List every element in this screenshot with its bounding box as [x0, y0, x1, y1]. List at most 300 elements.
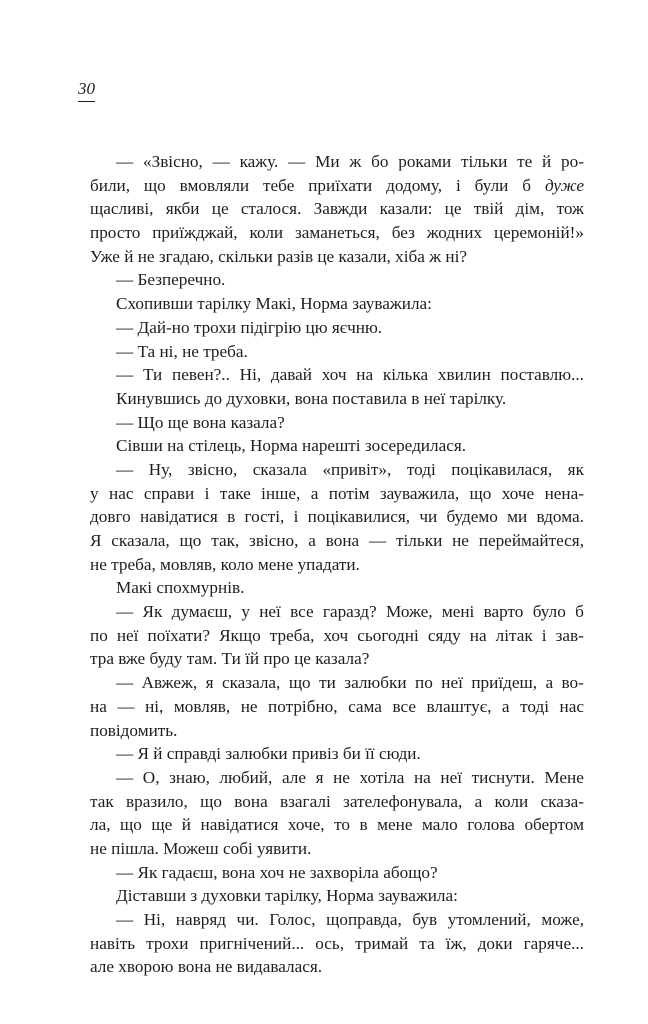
word: потрібно, [268, 696, 338, 716]
word: упадати. [297, 554, 360, 574]
word: спохмурнів. [156, 578, 245, 598]
word: вона [177, 957, 212, 977]
word: Дай-но [137, 317, 190, 337]
word: підігрію [240, 317, 302, 337]
word: що [288, 673, 311, 693]
word: думаєш, [171, 602, 233, 622]
word: до [204, 388, 223, 408]
text-line [90, 268, 584, 292]
word: хворою [118, 957, 174, 977]
word: били, [90, 175, 131, 195]
word: сьогодні [357, 625, 419, 645]
word: Норма [300, 294, 348, 314]
word: на [356, 365, 374, 385]
word: захворіла [309, 862, 379, 882]
word: коло [220, 554, 254, 574]
text-line [90, 742, 584, 766]
word: приїхати [308, 175, 373, 195]
word: так, [211, 531, 240, 550]
word: просто [90, 223, 141, 243]
word: хіба [395, 246, 425, 266]
word: хоче, [287, 815, 325, 835]
word: доки [477, 933, 513, 953]
word: залюбки [225, 744, 288, 764]
word: Мене [544, 767, 584, 787]
text-line [90, 458, 584, 482]
text-line [90, 316, 584, 340]
word: по [415, 673, 433, 693]
word: Норма [249, 436, 298, 456]
word: бо [371, 152, 389, 171]
word: — [116, 767, 134, 787]
word: їй [245, 649, 260, 669]
word: абощо? [383, 862, 438, 882]
word: нас [109, 483, 134, 503]
word: Ти [221, 649, 241, 669]
word: трохи [146, 933, 189, 953]
word: зауважила, [379, 483, 460, 503]
word: казали, [338, 246, 391, 266]
body-text [90, 150, 584, 979]
word: сказала, [111, 531, 170, 550]
word: сюди. [378, 744, 421, 764]
word: казали: [379, 199, 433, 219]
word: звісно, [187, 459, 238, 479]
word: яєчню. [331, 317, 383, 337]
word: що [179, 531, 202, 550]
word: сказала [252, 459, 307, 479]
word: поставлю... [500, 365, 584, 385]
word: тебе [263, 175, 295, 195]
word: згадаю, [158, 246, 214, 266]
word: це [444, 199, 462, 219]
word: по [90, 625, 108, 645]
word: і [541, 625, 547, 645]
word: сказала, [221, 673, 281, 693]
word: Голос, [269, 910, 316, 929]
word: тиснути. [471, 767, 535, 787]
word: видавалася. [236, 957, 323, 977]
word: може, [541, 910, 584, 929]
word: — [116, 602, 134, 622]
word: про [263, 649, 290, 669]
word: не [215, 957, 233, 977]
word: мене [377, 815, 413, 835]
word: чи [419, 507, 438, 527]
text-line [90, 529, 584, 553]
word: ро- [561, 152, 584, 171]
word: давай [270, 365, 312, 385]
word: гості, [244, 507, 285, 527]
word: Уже [90, 246, 120, 266]
word: у [90, 483, 99, 503]
word: влаштує, [426, 696, 492, 716]
word: — [116, 317, 134, 337]
word: буду [149, 649, 183, 669]
word: Кинувшись [116, 388, 201, 408]
word: я [205, 673, 214, 693]
word: поцікавилися, [307, 507, 411, 527]
word: твій [473, 199, 504, 219]
word: роками [398, 152, 452, 171]
word: Якщо [219, 625, 261, 645]
word: пішла. [111, 838, 159, 858]
word: треба, [111, 554, 156, 574]
word: Завжди [313, 199, 368, 219]
word: коли [249, 223, 284, 243]
word: заманеться, [295, 223, 380, 243]
word: навідатися [200, 815, 279, 835]
word: все [392, 696, 416, 716]
text-line [90, 363, 584, 387]
word: дім, [515, 199, 545, 219]
word: коли [494, 791, 529, 811]
word: все [290, 602, 314, 622]
word: треба. [203, 341, 248, 361]
word: справді [166, 744, 222, 764]
word: стілець, [188, 436, 246, 456]
word: навідатися [139, 507, 218, 527]
word: що [120, 815, 142, 835]
text-line [90, 387, 584, 411]
word: не [137, 246, 155, 266]
word: тарілку [197, 294, 252, 314]
word: Ні, [239, 365, 262, 385]
word: хотіла [359, 767, 405, 787]
word: інше, [261, 483, 301, 503]
word: у [241, 602, 250, 622]
word: таке [219, 483, 251, 503]
word: Ти [142, 365, 163, 385]
word: скільки [218, 246, 273, 266]
word: вмовляли [179, 175, 250, 195]
text-line [90, 553, 584, 577]
word: як [567, 459, 584, 479]
text-line [90, 221, 584, 245]
word: а [474, 791, 483, 811]
word: б [575, 602, 584, 622]
word: й [542, 152, 552, 171]
word: довго [90, 507, 131, 527]
word: кілька [382, 365, 429, 385]
word: було [532, 602, 566, 622]
word: — [116, 910, 134, 929]
word: якби [165, 199, 200, 219]
text-line [90, 434, 584, 458]
word: неї [441, 673, 463, 693]
text-line [90, 813, 584, 837]
word: — [117, 696, 135, 716]
word: Безперечно. [137, 270, 226, 290]
word: б [522, 175, 532, 195]
word: треба, [269, 625, 315, 645]
text-line [90, 884, 584, 908]
word: повідомить. [90, 720, 178, 740]
word: ні, [145, 696, 164, 716]
word: мало [422, 815, 458, 835]
word: — [116, 412, 134, 432]
word: ні, [159, 341, 178, 361]
word: навряд [175, 910, 226, 929]
word: церемоній!» [493, 223, 584, 243]
word: тарілку, [265, 886, 322, 906]
word: голова [467, 815, 515, 835]
word: хоч [259, 862, 285, 882]
word: Авжеж, [141, 673, 198, 693]
word: Макі, [255, 294, 296, 314]
word: Як [137, 862, 158, 882]
word: вона [192, 412, 227, 432]
word: зауважила: [378, 886, 458, 906]
word: — [116, 744, 134, 764]
text-line [90, 624, 584, 648]
word: утомлений, [447, 910, 531, 929]
word: нас [559, 696, 584, 716]
word: уявити. [257, 838, 312, 858]
word: Може, [385, 602, 433, 622]
word: приїжджай, [152, 223, 238, 243]
text-line [90, 482, 584, 506]
word: й [124, 246, 134, 266]
word: поставила [332, 388, 407, 408]
word: це [211, 199, 229, 219]
word: хоч [323, 625, 349, 645]
word: потім [328, 483, 370, 503]
text-line [90, 292, 584, 316]
word: щасливі, [90, 199, 154, 219]
word: та [419, 933, 435, 953]
word: були [474, 175, 509, 195]
word: собі [222, 838, 253, 858]
word: — [116, 862, 134, 882]
word: це [317, 246, 335, 266]
word: що [469, 483, 492, 503]
word: зосередилася. [364, 436, 467, 456]
text-line [90, 245, 584, 269]
word: тримай [355, 933, 409, 953]
word: мовляв, [173, 696, 231, 716]
word: тож [556, 199, 584, 219]
word: в [359, 815, 368, 835]
word: ще [167, 412, 189, 432]
word: Що [137, 412, 164, 432]
word: гаразд? [322, 602, 377, 622]
word: зав- [555, 625, 584, 645]
word: в [411, 388, 420, 408]
word: Я [137, 744, 149, 764]
word: чи. [236, 910, 259, 929]
word: сказа- [540, 791, 584, 811]
word: без [391, 223, 415, 243]
word: варто [483, 602, 524, 622]
word: взагалі [280, 791, 331, 811]
word: тільки [396, 531, 443, 550]
word: неї [440, 767, 462, 787]
word: вона [221, 862, 256, 882]
word: би [342, 744, 361, 764]
word: неї [259, 602, 281, 622]
word: тарілку. [449, 388, 507, 408]
word: а [310, 483, 319, 503]
word: літак [495, 625, 533, 645]
word: але [90, 957, 114, 977]
word: Макі [116, 578, 153, 598]
word: вразило, [126, 791, 188, 811]
word: поцікавилася, [451, 459, 553, 479]
word: й [181, 815, 191, 835]
word: переймайтеся, [478, 531, 584, 550]
word: Ну, [148, 459, 173, 479]
word: зателефонувала, [343, 791, 463, 811]
word: хвилин [437, 365, 491, 385]
word: Можеш [163, 838, 219, 858]
word: залюбки [344, 673, 407, 693]
word: — [116, 673, 134, 693]
word: приїдеш, [471, 673, 537, 693]
word: зауважила: [352, 294, 432, 314]
text-line [90, 174, 584, 198]
word: був [412, 910, 438, 929]
word: але [281, 767, 306, 787]
word: будемо [446, 507, 498, 527]
italic-word: дуже [544, 175, 584, 195]
word: ла, [90, 815, 111, 835]
word: Я [90, 531, 102, 550]
word: ми [507, 507, 528, 527]
word: Та [137, 341, 156, 361]
word: там. [186, 649, 218, 669]
word: на [90, 696, 107, 716]
word: ні? [445, 246, 467, 266]
word: щоправда, [326, 910, 402, 929]
text-line [90, 861, 584, 885]
text-line [90, 908, 584, 932]
word: справи [143, 483, 195, 503]
word: — [288, 152, 306, 171]
word: ось, [315, 933, 345, 953]
word: те [517, 152, 533, 171]
word: мовляв, [160, 554, 217, 574]
text-line [90, 695, 584, 719]
word: — [116, 270, 134, 290]
text-line [90, 600, 584, 624]
text-line [90, 340, 584, 364]
word: гаряче... [523, 933, 584, 953]
word: її [365, 744, 375, 764]
text-line [90, 576, 584, 600]
word: казала? [230, 412, 285, 432]
word: на [413, 767, 431, 787]
word: і [293, 507, 299, 527]
word: в [227, 507, 236, 527]
word: і [455, 175, 461, 195]
text-line [90, 197, 584, 221]
word: на [469, 625, 487, 645]
word: і [204, 483, 210, 503]
word: Схопивши [116, 294, 193, 314]
word: це [294, 649, 311, 669]
word: Як [142, 602, 163, 622]
word: а [308, 531, 316, 550]
text-line [90, 505, 584, 529]
word: тільки [461, 152, 508, 171]
word: вона [234, 791, 268, 811]
word: разів [277, 246, 314, 266]
word: «Звісно, [142, 152, 203, 171]
word: любий, [219, 767, 273, 787]
text-line [90, 932, 584, 956]
word: духовки, [226, 388, 291, 408]
word: ж [429, 246, 442, 266]
word: — [116, 459, 134, 479]
word: ще [151, 815, 173, 835]
word: навіть [90, 933, 136, 953]
word: нена- [544, 483, 584, 503]
word: поїхати? [147, 625, 210, 645]
text-line [90, 837, 584, 861]
word: неї [116, 625, 139, 645]
word: хоче [501, 483, 535, 503]
word: пригнічений... [199, 933, 305, 953]
word: «привіт», [322, 459, 392, 479]
word: не [90, 554, 107, 574]
word: Діставши [116, 886, 187, 906]
word: — [212, 152, 230, 171]
word: — [369, 531, 387, 550]
page-number: 30 [78, 78, 95, 102]
text-line [90, 671, 584, 695]
word: знаю, [169, 767, 210, 787]
word: во- [561, 673, 584, 693]
word: вдома. [536, 507, 584, 527]
word: тра [90, 649, 114, 669]
word: привіз [291, 744, 339, 764]
word: тоді [406, 459, 436, 479]
word: Норма [326, 886, 374, 906]
word: нарешті [302, 436, 361, 456]
word: тоді [520, 696, 549, 716]
word: на [167, 436, 184, 456]
word: ти [319, 673, 336, 693]
word: то [334, 815, 350, 835]
text-line [90, 150, 584, 174]
word: Ні, [143, 910, 166, 929]
word: так [90, 791, 114, 811]
word: ж [349, 152, 362, 171]
word: — [116, 152, 134, 171]
word: не [240, 696, 258, 716]
word: мене [257, 554, 294, 574]
text-line [90, 955, 584, 979]
text-line [90, 766, 584, 790]
word: вона [294, 388, 328, 408]
text-line [90, 790, 584, 814]
word: додому, [386, 175, 443, 195]
word: цю [305, 317, 328, 337]
word: не [288, 862, 306, 882]
word: не [182, 341, 199, 361]
word: духовки [201, 886, 261, 906]
word: Сівши [116, 436, 163, 456]
word: їж, [445, 933, 467, 953]
word: гадаєш, [161, 862, 218, 882]
word: О, [142, 767, 160, 787]
word: жодних [426, 223, 483, 243]
text-line [90, 719, 584, 743]
word: — [116, 341, 134, 361]
text-line [90, 411, 584, 435]
word: сталося. [240, 199, 302, 219]
